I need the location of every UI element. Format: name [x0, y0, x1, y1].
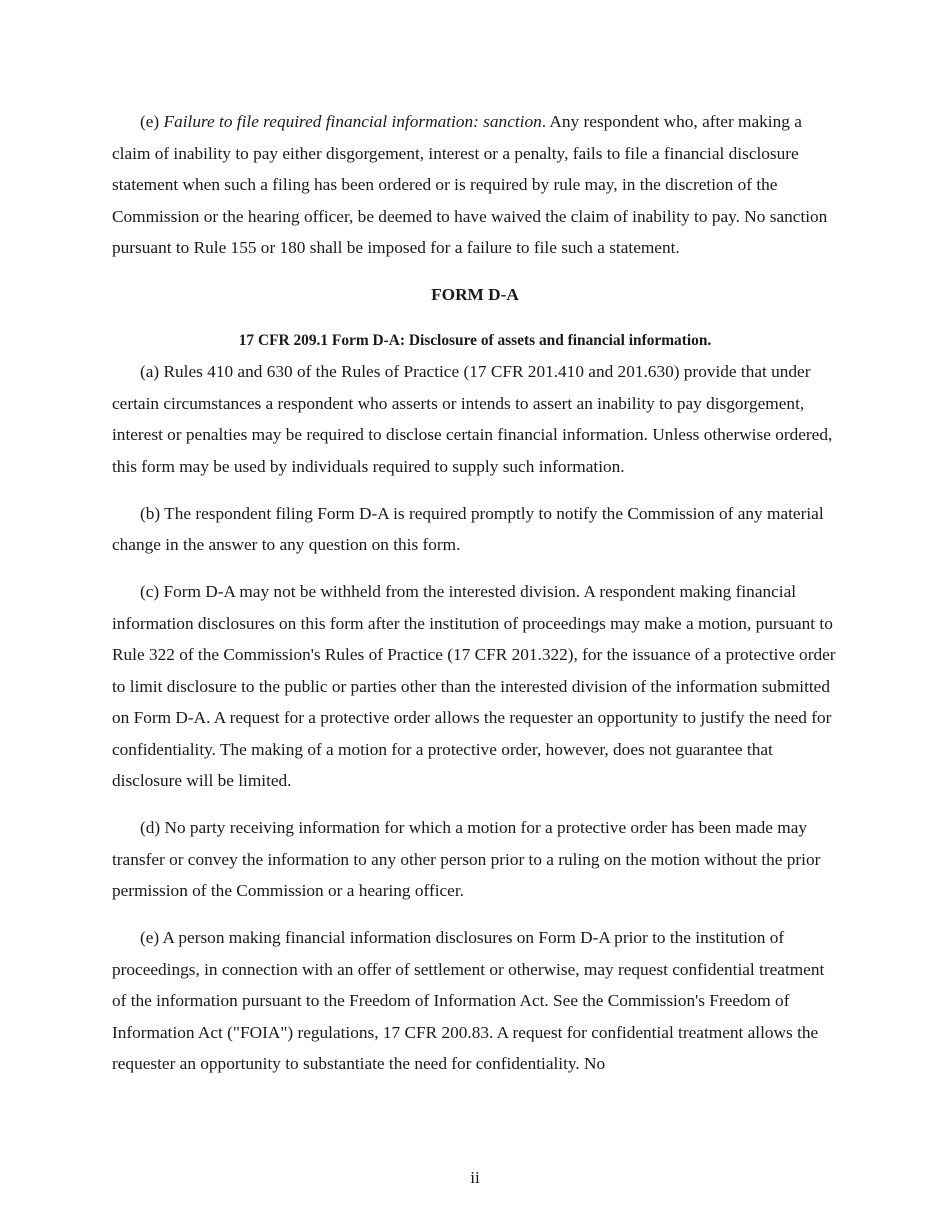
paragraph-e-italic-title: Failure to file required financial information: sanction — [163, 112, 542, 131]
document-page — [112, 106, 838, 1095]
paragraph-b: (b) The respondent filing Form D-A is required promptly to notify the Commission of any material change in the answer to any question on this form. — [112, 503, 824, 554]
form-subheading: 17 CFR 209.1 Form D-A: Disclosure of assets and financial information. — [238, 331, 712, 349]
paragraph-a: (a) Rules 410 and 630 of the Rules of Practice (17 CFR 201.410 and 201.630) provide that under certain circumstances a respondent who asserts or intends to assert an inability to pay disgorgement, interest or penalties may be required to disclose certain financial information. Unless otherwise ordered, this form may be used by individuals required to supply such information. — [112, 362, 833, 476]
paragraph-d: (d) No party receiving information for which a motion for a protective order has been made may transfer or convey the information to any other person prior to a ruling on the motion without the prior permission of the Commission or a hearing officer. — [112, 818, 821, 900]
paragraph-e-sanction — [112, 106, 838, 264]
paragraph-c: (c) Form D-A may not be withheld from the interested division. A respondent making financial information disclosures on this form after the institution of proceedings may make a motion, pursuant to Rule 322 of the Commission's Rules of Practice (17 CFR 201.322), for the issuance of a protective order to limit disclosure to the public or parties other than the interested division of the information submitted on Form D-A. A request for a protective order allows the requester an opportunity to justify the need for confidentiality. The making of a motion for a protective order, however, does not guarantee that disclosure will be limited. — [112, 582, 836, 790]
paragraph-e-confidential: (e) A person making financial information disclosures on Form D-A prior to the institution of proceedings, in connection with an offer of settlement or otherwise, may request confidential treatment of the information pursuant to the Freedom of Information Act. See the Commission's Freedom of Information Act ("FOIA") regulations, 17 CFR 200.83. A request for confidential treatment allows the requester an opportunity to substantiate the need for confidentiality. No — [112, 928, 825, 1073]
paragraph-e-prefix: (e) — [140, 112, 164, 131]
paragraph-e-body: . Any respondent who, after making a claim of inability to pay either disgorgement, interest or a penalty, fails to file a financial disclosure statement when such a filing has been ordered or is required by rule may, in the discretion of the Commission or the hearing officer, be deemed to have waived the claim of inability to pay. No sanction pursuant to Rule 155 or 180 shall be imposed for a failure to file such a statement. — [112, 112, 828, 257]
page-number: ii — [470, 1168, 480, 1187]
form-heading: FORM D-A — [431, 285, 519, 304]
